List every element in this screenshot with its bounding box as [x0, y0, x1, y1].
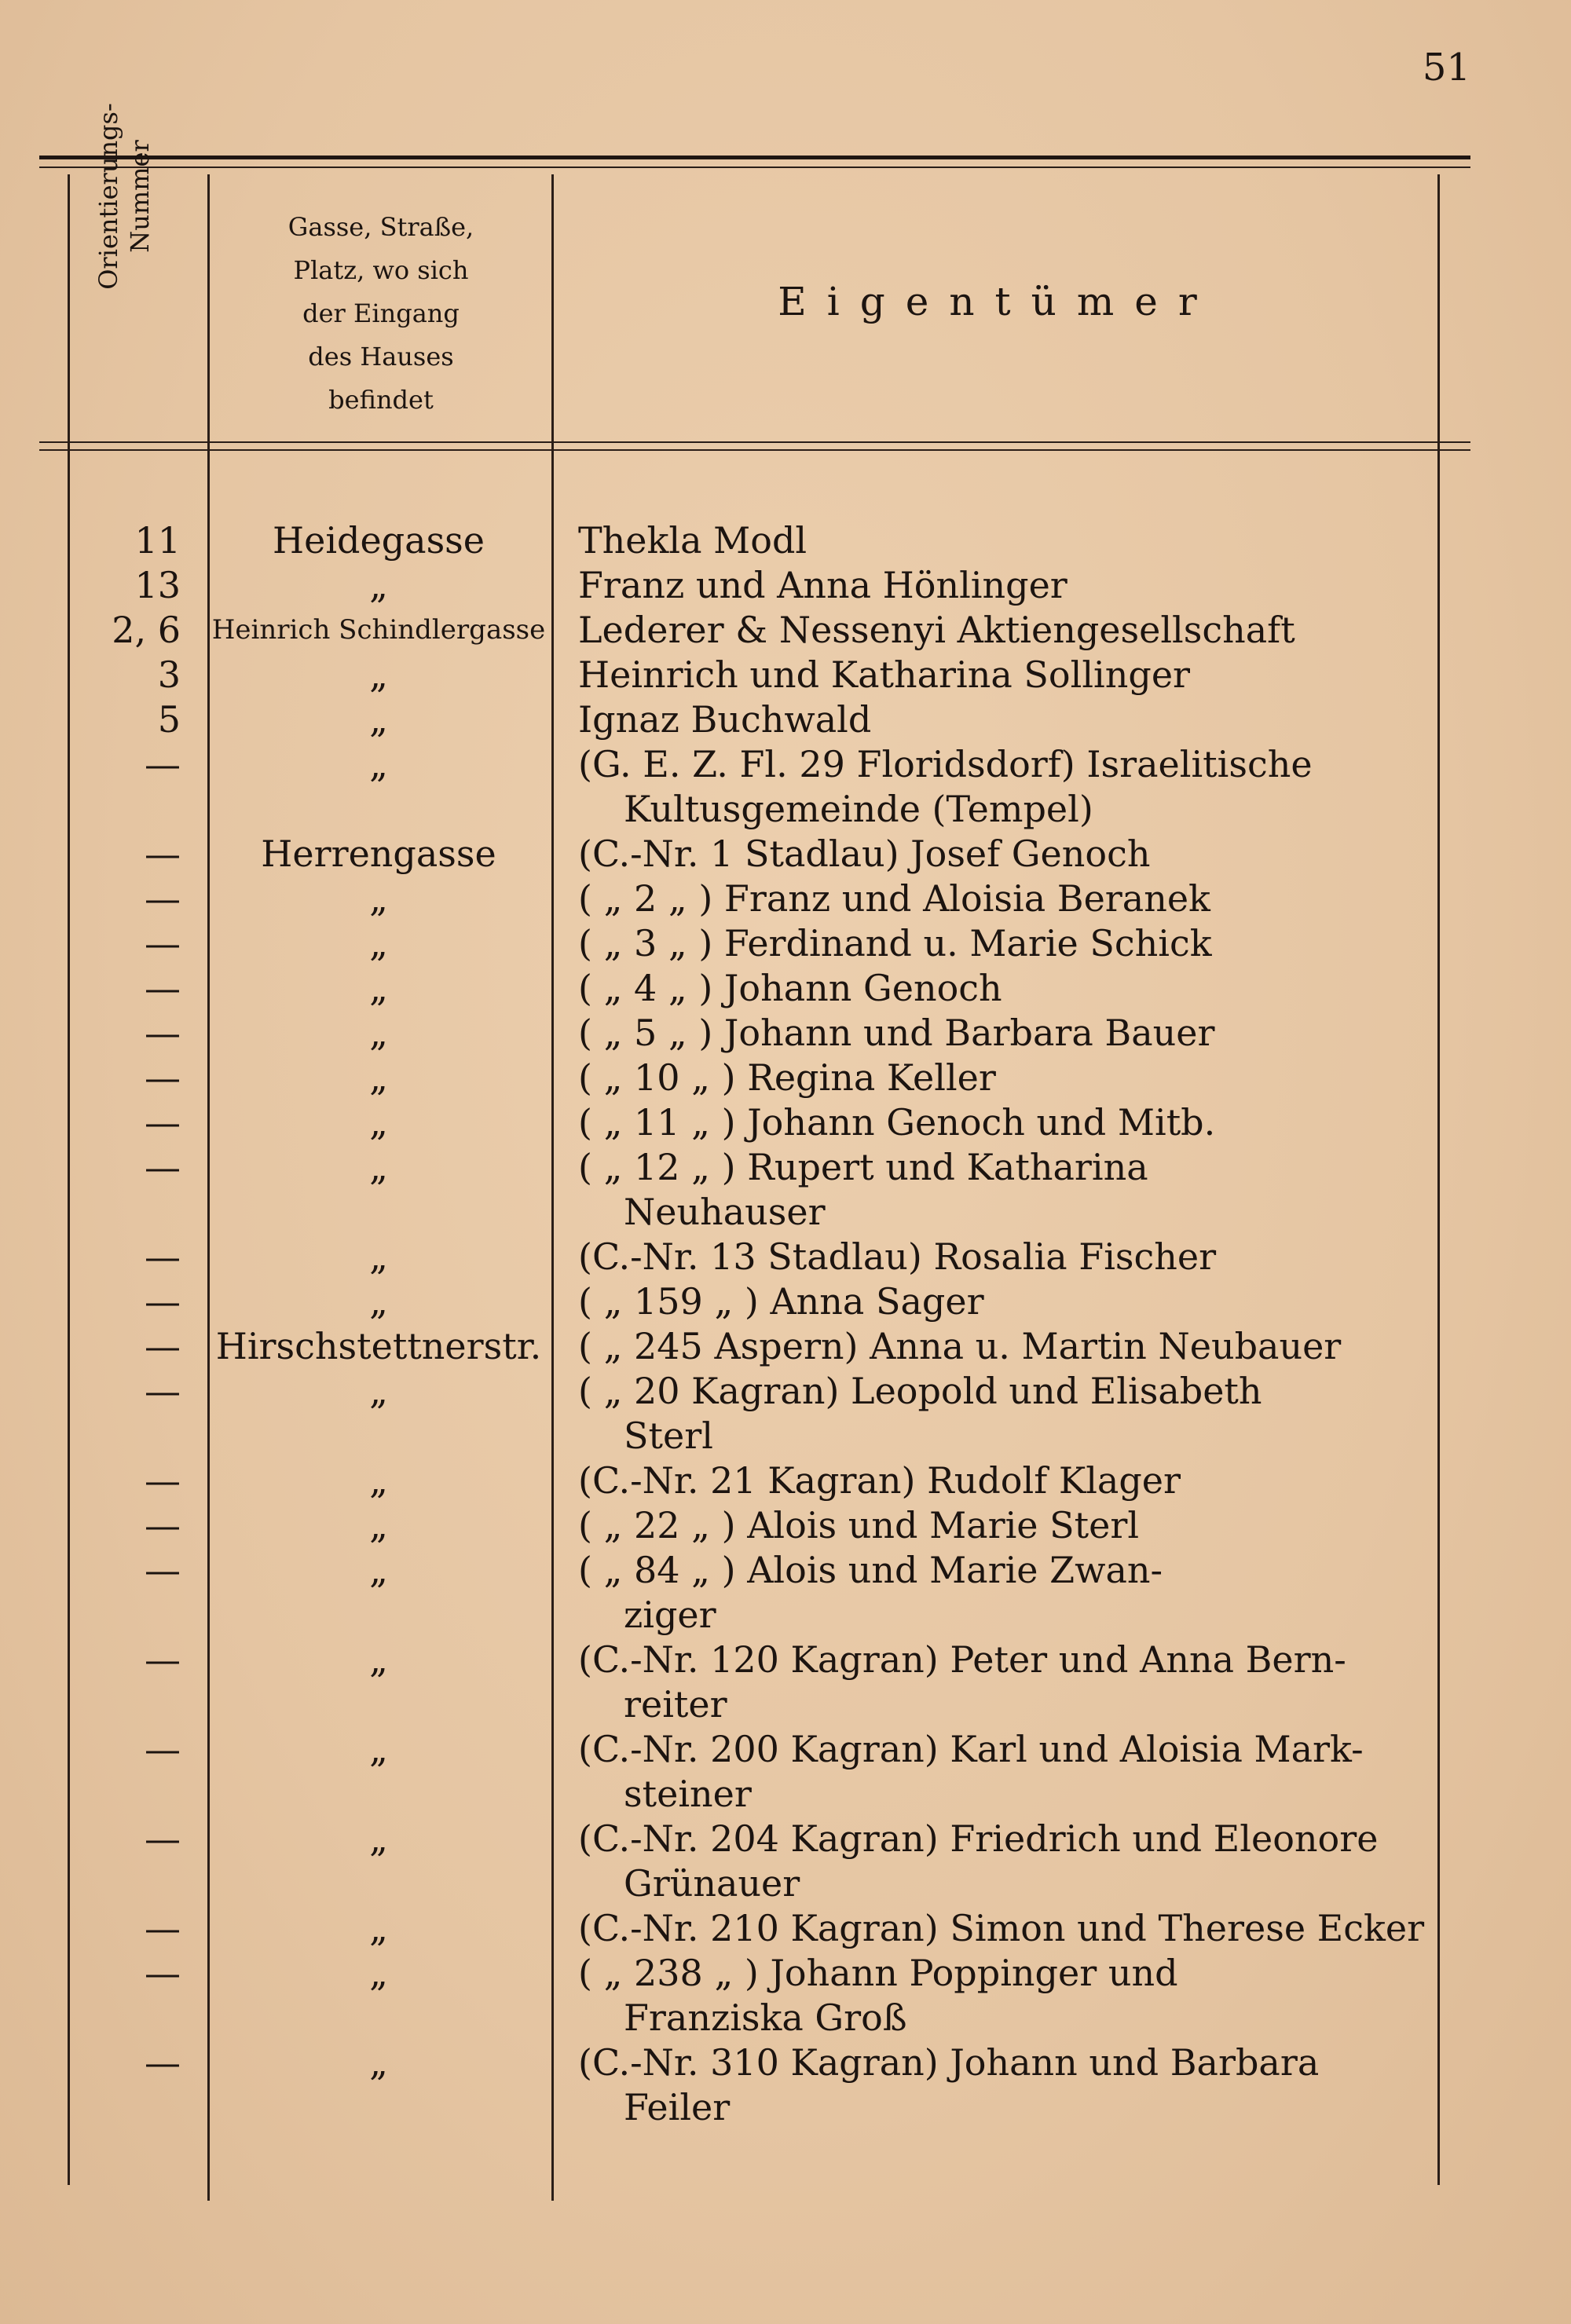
table-row — [0, 1324, 1571, 1369]
owner-cell — [578, 921, 1436, 966]
owner-cell — [578, 1727, 1436, 1817]
page-number: 51 — [1422, 46, 1470, 90]
table-row — [0, 921, 1571, 966]
orientation-number: 2, 6 — [112, 609, 181, 651]
owner-cell — [578, 1503, 1436, 1548]
table-row — [0, 1817, 1571, 1906]
owner-cell — [578, 1056, 1436, 1100]
owner-cell — [578, 653, 1436, 697]
orientation-number: — — [145, 1952, 181, 1994]
orientation-number: — — [145, 1459, 181, 1502]
orientation-number: — — [145, 1280, 181, 1323]
owner-text-continuation: Franziska Groß — [624, 1996, 907, 2039]
header-number: Orientierungs-Nummer — [93, 103, 155, 290]
owner-text: ( „ 22 „ ) Alois und Marie Sterl — [578, 1504, 1140, 1546]
table-row — [0, 1458, 1571, 1503]
street-name: „ — [369, 1235, 388, 1278]
owner-cell — [578, 1145, 1436, 1235]
owner-cell — [578, 697, 1436, 742]
owner-cell — [578, 1279, 1436, 1324]
owner-text-continuation: Feiler — [624, 2086, 731, 2128]
owner-cell — [578, 1817, 1436, 1906]
street-name: Herrengasse — [261, 833, 496, 875]
orientation-number: — — [145, 1638, 181, 1681]
owner-text: ( „ 20 Kagran) Leopold und Elisabeth — [578, 1370, 1262, 1412]
orientation-number: — — [145, 967, 181, 1009]
owner-cell — [578, 518, 1436, 563]
header-street — [212, 206, 550, 422]
street-name: „ — [369, 1817, 388, 1860]
owner-cell — [578, 1011, 1436, 1056]
table-row — [0, 1279, 1571, 1324]
top-rule-thin — [39, 167, 1470, 168]
orientation-number: 13 — [134, 564, 181, 606]
owner-text: (C.-Nr. 1 Stadlau) Josef Genoch — [578, 833, 1151, 875]
header-rule — [39, 441, 1470, 443]
owner-text: (C.-Nr. 13 Stadlau) Rosalia Fischer — [578, 1235, 1217, 1278]
orientation-number: — — [145, 1101, 181, 1144]
orientation-number: — — [145, 1012, 181, 1054]
owner-text-continuation: Sterl — [624, 1415, 713, 1457]
table-row — [0, 1100, 1571, 1145]
orientation-number: — — [145, 1056, 181, 1099]
street-name: „ — [369, 877, 388, 920]
table-row — [0, 1235, 1571, 1279]
owner-cell — [578, 563, 1436, 608]
owner-text: ( „ 245 Aspern) Anna u. Martin Neubauer — [578, 1325, 1342, 1367]
street-name: „ — [369, 743, 388, 785]
orientation-number: — — [145, 1817, 181, 1860]
owner-text: Franz und Anna Hönlinger — [578, 564, 1067, 606]
owner-text-continuation: steiner — [624, 1773, 752, 1815]
table-row — [0, 1906, 1571, 1951]
orientation-number: — — [145, 833, 181, 875]
owner-cell — [578, 1906, 1436, 1951]
table-row — [0, 2040, 1571, 2130]
table-row — [0, 742, 1571, 832]
owner-text: (C.-Nr. 310 Kagran) Johann und Barbara — [578, 2041, 1320, 2084]
owner-text: (G. E. Z. Fl. 29 Floridsdorf) Israelitische — [578, 743, 1313, 785]
street-name: „ — [369, 1146, 388, 1188]
street-name: „ — [369, 1728, 388, 1770]
table-row — [0, 1727, 1571, 1817]
owner-text-continuation: Neuhauser — [624, 1191, 826, 1233]
orientation-number: — — [145, 1504, 181, 1546]
owner-text: Thekla Modl — [578, 519, 807, 562]
table-row — [0, 697, 1571, 742]
header-street-line: Gasse, Straße, — [287, 212, 474, 242]
owner-text: ( „ 4 „ ) Johann Genoch — [578, 967, 1002, 1009]
owner-cell — [578, 742, 1436, 832]
table-row — [0, 966, 1571, 1011]
owner-text-continuation: Kultusgemeinde (Tempel) — [624, 788, 1093, 830]
street-name: „ — [369, 1280, 388, 1323]
owner-text-continuation: ziger — [624, 1594, 716, 1636]
owner-text: ( „ 10 „ ) Regina Keller — [578, 1056, 996, 1099]
table-row — [0, 608, 1571, 653]
owner-cell — [578, 1458, 1436, 1503]
owner-text: ( „ 159 „ ) Anna Sager — [578, 1280, 984, 1323]
orientation-number: — — [145, 877, 181, 920]
owner-text: (C.-Nr. 21 Kagran) Rudolf Klager — [578, 1459, 1181, 1502]
table-row — [0, 1548, 1571, 1638]
owner-cell — [578, 1324, 1436, 1369]
table-row — [0, 518, 1571, 563]
owner-text: Ignaz Buchwald — [578, 698, 872, 741]
orientation-number: — — [145, 1325, 181, 1367]
owner-text: ( „ 238 „ ) Johann Poppinger und — [578, 1952, 1178, 1994]
street-name: „ — [369, 1101, 388, 1144]
owner-text: ( „ 11 „ ) Johann Genoch und Mitb. — [578, 1101, 1216, 1144]
owner-text: (C.-Nr. 200 Kagran) Karl und Aloisia Mark- — [578, 1728, 1364, 1770]
street-name: „ — [369, 1638, 388, 1681]
owner-text: (C.-Nr. 210 Kagran) Simon und Therese Ecker — [578, 1907, 1425, 1949]
owner-text-continuation: Grünauer — [624, 1862, 800, 1905]
owner-cell — [578, 608, 1436, 653]
street-name: „ — [369, 698, 388, 741]
table-row — [0, 1056, 1571, 1100]
street-name: „ — [369, 1504, 388, 1546]
header-street-line: Platz, wo sich — [293, 255, 469, 285]
street-name: „ — [369, 1952, 388, 1994]
header-street-line: des Hauses — [308, 342, 454, 371]
orientation-number: — — [145, 922, 181, 964]
owner-text: ( „ 2 „ ) Franz und Aloisia Beranek — [578, 877, 1210, 920]
owner-cell — [578, 1100, 1436, 1145]
orientation-number: — — [145, 2041, 181, 2084]
street-name: „ — [369, 1907, 388, 1949]
table-row — [0, 1145, 1571, 1235]
owner-text: (C.-Nr. 204 Kagran) Friedrich und Eleonore — [578, 1817, 1379, 1860]
street-name: Heidegasse — [272, 519, 485, 562]
orientation-number: — — [145, 743, 181, 785]
owner-text: Lederer & Nessenyi Aktiengesellschaft — [578, 609, 1295, 651]
top-rule — [39, 156, 1470, 159]
owner-text: (C.-Nr. 120 Kagran) Peter und Anna Bern- — [578, 1638, 1346, 1681]
header-street-line: der Eingang — [302, 298, 460, 328]
owner-text: ( „ 12 „ ) Rupert und Katharina — [578, 1146, 1148, 1188]
owner-text-continuation: reiter — [624, 1683, 727, 1726]
owner-cell — [578, 1638, 1436, 1727]
owner-cell — [578, 1369, 1436, 1458]
orientation-number: 11 — [134, 519, 181, 562]
table-row — [0, 1369, 1571, 1458]
table-row — [0, 653, 1571, 697]
table-row — [0, 1638, 1571, 1727]
street-name: „ — [369, 1459, 388, 1502]
owner-cell — [578, 1548, 1436, 1638]
orientation-number: — — [145, 1146, 181, 1188]
owner-cell — [578, 877, 1436, 921]
street-name: „ — [369, 564, 388, 606]
owner-cell — [578, 2040, 1436, 2130]
owner-cell — [578, 832, 1436, 877]
table-row — [0, 563, 1571, 608]
street-name: „ — [369, 2041, 388, 2084]
orientation-number: 5 — [157, 698, 181, 741]
owner-text: ( „ 5 „ ) Johann und Barbara Bauer — [578, 1012, 1215, 1054]
table-row — [0, 1011, 1571, 1056]
street-name: „ — [369, 922, 388, 964]
street-name: „ — [369, 1370, 388, 1412]
header-street-line: befindet — [328, 385, 434, 415]
table-row — [0, 832, 1571, 877]
street-name: „ — [369, 653, 388, 696]
owner-cell — [578, 1951, 1436, 2040]
table-row — [0, 877, 1571, 921]
owner-text: Heinrich und Katharina Sollinger — [578, 653, 1191, 696]
owner-text: ( „ 3 „ ) Ferdinand u. Marie Schick — [578, 922, 1212, 964]
street-name: „ — [369, 1549, 388, 1591]
orientation-number: — — [145, 1235, 181, 1278]
street-name: „ — [369, 1056, 388, 1099]
owner-text: ( „ 84 „ ) Alois und Marie Zwan- — [578, 1549, 1163, 1591]
owner-cell — [578, 966, 1436, 1011]
header-rule-2 — [39, 449, 1470, 451]
orientation-number: — — [145, 1370, 181, 1412]
header-owner: Eigentümer — [778, 279, 1218, 324]
table-row — [0, 1951, 1571, 2040]
orientation-number: — — [145, 1907, 181, 1949]
table-row — [0, 1503, 1571, 1548]
street-name: „ — [369, 1012, 388, 1054]
street-name: Heinrich Schindlergasse — [211, 614, 546, 646]
orientation-number: — — [145, 1549, 181, 1591]
street-name: Hirschstettnerstr. — [215, 1325, 542, 1367]
owner-cell — [578, 1235, 1436, 1279]
orientation-number: 3 — [157, 653, 181, 696]
street-name: „ — [369, 967, 388, 1009]
orientation-number: — — [145, 1728, 181, 1770]
